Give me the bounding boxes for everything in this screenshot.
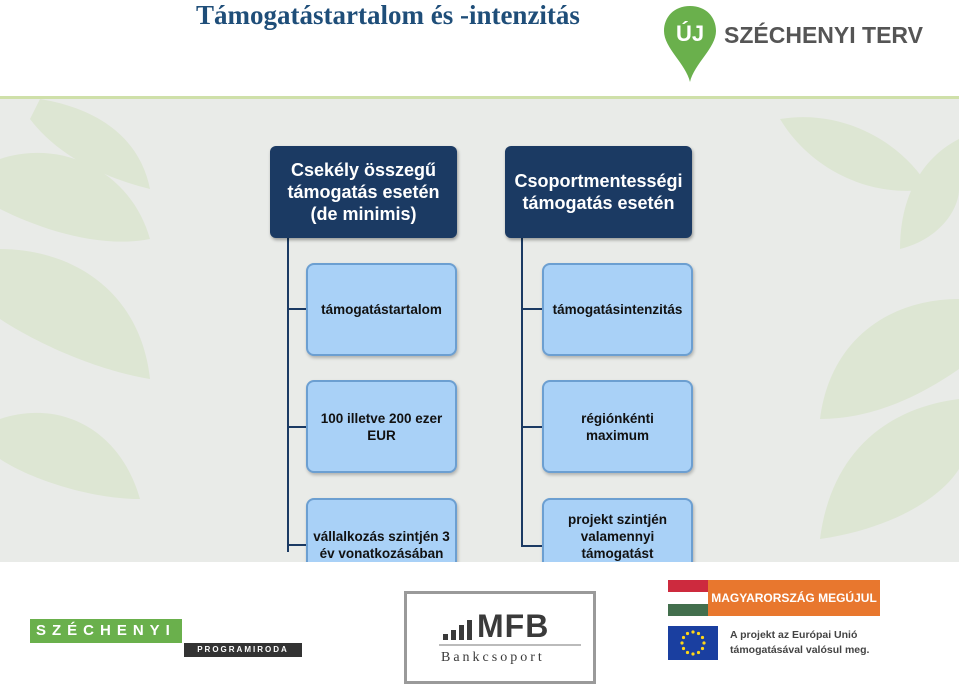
right-item-1-text: támogatásintenzitás [552, 302, 683, 317]
left-connector-2 [287, 426, 307, 428]
right-item-2-text: régiónkénti maximum [581, 410, 654, 443]
szechenyi-logo-bottom: PROGRAMIRODA [184, 643, 302, 657]
right-connector-3 [521, 545, 543, 547]
uj-logo-prefix: ÚJ [675, 21, 705, 46]
szechenyi-programiroda-logo [30, 619, 289, 654]
mfb-logo [404, 591, 596, 684]
left-header-text: Csekély összegű támogatás esetén (de minimis) [287, 160, 440, 224]
right-item-1 [542, 263, 693, 356]
left-header-box [270, 146, 457, 238]
leaf-decoration-icon [0, 99, 959, 565]
right-item-3-text: projekt szintjén valamennyi támogatást [567, 511, 667, 561]
eu-text-line1: A projekt az Európai Unió [730, 629, 858, 641]
left-connector-vertical [287, 238, 289, 552]
left-connector-1 [287, 308, 307, 310]
szechenyi-logo-top: SZÉCHENYI [30, 619, 182, 643]
left-item-1-text: támogatástartalom [321, 302, 442, 317]
eu-text-line2: támogatásával valósul meg. [730, 644, 870, 656]
mfb-logo-sub: Bankcsoport [441, 650, 545, 665]
left-item-1 [306, 263, 457, 356]
right-item-2 [542, 380, 693, 473]
background-band [0, 96, 959, 565]
eu-flag-icon [668, 626, 718, 660]
uj-logo-text: SZÉCHENYI TERV [724, 22, 923, 48]
eu-notice [668, 626, 898, 660]
magyarorszag-megujul-banner [668, 580, 880, 616]
right-connector-1 [521, 308, 543, 310]
left-item-3-text: vállalkozás szintjén 3 év vonatkozásában [313, 528, 450, 561]
left-item-2 [306, 380, 457, 473]
left-connector-3 [287, 544, 307, 546]
page-title: Támogatástartalom és -intenzitás [196, 0, 580, 30]
footer-logos [0, 562, 959, 684]
right-header-box [505, 146, 692, 238]
magyarorszag-text: MAGYARORSZÁG MEGÚJUL [708, 580, 880, 616]
left-item-2-text: 100 illetve 200 ezer EUR [320, 410, 443, 443]
right-connector-2 [521, 426, 543, 428]
uj-szechenyi-terv-logo [662, 4, 926, 84]
right-header-text: Csoportmentességi támogatás esetén [514, 171, 683, 213]
mfb-logo-name: MFB [477, 608, 550, 644]
hungarian-flag-icon [668, 580, 708, 616]
right-connector-vertical [521, 238, 523, 547]
